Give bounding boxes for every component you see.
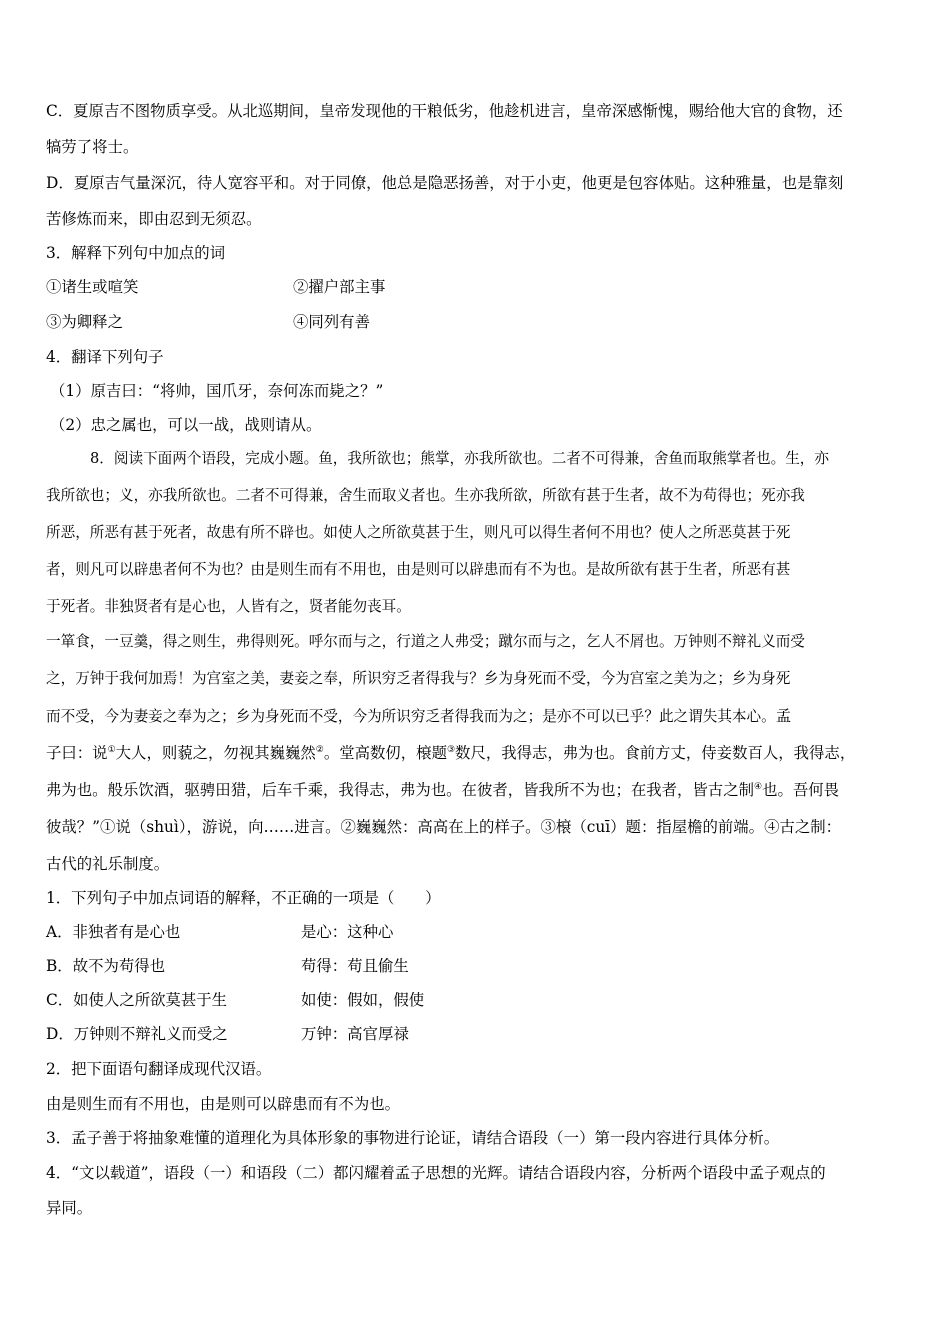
- q7-sub3-item-4: ④同列有善: [293, 313, 370, 331]
- q7-sub3-item-2: ②擢户部主事: [293, 278, 386, 296]
- q8-passage1-line-3: 所恶，所恶有甚于死者，故患有所不辟也。如使人之所欲莫甚于生，则凡可以得生者何不用也？使人之所恶莫甚于死: [46, 524, 791, 541]
- q8-passage1-line-2: 我所欲也；义，亦我所欲也。二者不可得兼，舍生而取义者也。生亦我所欲，所欲有甚于生者，故不为苟得也；死亦我: [46, 487, 805, 504]
- q8-passage2-line-3-text: 而不受，今为妻妾之奉为之；乡为身死而不受，今为所识穷乏者得我而为之；是亦不可以已乎？此之谓失其本心。: [46, 708, 776, 725]
- q8-passage3-line-2-b: 也。吾何畏: [762, 781, 840, 799]
- q8-passage2-line-2: 之，万钟于我何加焉！为宫室之美，妻妾之奉，所识穷乏者得我与？乡为身死而不受，今为宫室之美为之；乡为身死: [46, 670, 791, 687]
- q8-passage3-line-1-d: 数尺，我得志，弗为也。食前方丈，侍妾数百人，我得志，: [455, 744, 856, 762]
- q8-passage3-line-1: [46, 742, 855, 764]
- q7-sub3-row-2: [46, 311, 370, 333]
- q8-passage3-line-1-a: 子曰：说: [46, 744, 108, 762]
- q7-sub3-row-1: [46, 276, 386, 298]
- q8-passage1-line-1: 8．阅读下面两个语段，完成小题。鱼，我所欲也；熊掌，亦我所欲也。二者不可得兼，舍鱼而取熊掌者也。生，亦: [90, 450, 829, 467]
- q7-sub4-title: 4．翻译下列句子: [46, 348, 164, 366]
- q8-passage3-line-1-c: 。堂高数仞，榱题: [323, 744, 447, 762]
- q7-option-d-line-2: 苦修炼而来，即由忍到无须忍。: [46, 210, 262, 228]
- q7-sub3-item-3: ③为卿释之: [46, 313, 123, 331]
- q7-sub4-item-1: （1）原吉曰：“将帅，国爪牙，奈何冻而毙之？”: [50, 382, 384, 400]
- q8-sub1-title: 1．下列句子中加点词语的解释，不正确的一项是（ ）: [46, 889, 441, 907]
- q8-passage2-line-3: [46, 705, 791, 728]
- q8-passage2-line-1: 一箪食，一豆羹，得之则生，弗得则死。呼尔而与之，行道之人弗受；蹴尔而与之，乞人不屑也。万钟则不辩礼义而受: [46, 633, 805, 650]
- q8-sub1-option-c-text: C．如使人之所欲莫甚于生: [46, 991, 228, 1009]
- q8-sub4-text-line-2: 异同。: [46, 1199, 93, 1217]
- q7-option-d-line-1: D．夏原吉气量深沉，待人宽容平和。对于同僚，他总是隐恶扬善，对于小吏，他更是包容体贴。这种雅量，也是靠刻: [46, 174, 844, 192]
- q8-sub1-option-d: [46, 1023, 409, 1045]
- q8-sub2-title: 2．把下面语句翻译成现代汉语。: [46, 1060, 272, 1078]
- q8-passage1-line-5: 于死者。非独贤者有是心也，人皆有之，贤者能勿丧耳。: [46, 598, 411, 615]
- q7-sub3-item-1: ①诸生或喧笑: [46, 278, 139, 296]
- q8-sub1-option-b: [46, 955, 409, 977]
- q8-sub1-option-b-gloss: 苟得：苟且偷生: [301, 957, 409, 975]
- q8-sub1-option-c-gloss: 如使：假如，假使: [301, 991, 425, 1009]
- q8-sub1-option-a-text: A．非独者有是心也: [46, 923, 181, 941]
- q8-passage1-line-4: 者，则凡可以辟患者何不为也？由是则生而有不用也，由是则可以辟患而有不为也。是故所欲有甚于生者，所恶有甚: [46, 561, 791, 578]
- q7-option-c-line-1: C．夏原吉不图物质享受。从北巡期间，皇帝发现他的干粮低劣，他趁机进言，皇帝深感惭愧，赐给他大官的食物，还: [46, 102, 843, 120]
- note-marker-1: ①: [107, 744, 116, 755]
- q8-sub1-option-c: [46, 989, 425, 1011]
- q8-sub3-text: 3．孟子善于将抽象难懂的道理化为具体形象的事物进行论证，请结合语段（一）第一段内容进行具体分析。: [46, 1129, 780, 1147]
- q8-sub1-option-d-text: D．万钟则不辩礼义而受之: [46, 1025, 228, 1043]
- q7-sub3-title: 3．解释下列句中加点的词: [46, 244, 226, 262]
- q7-sub4-item-2: （2）忠之属也，可以一战，战则请从。: [50, 416, 322, 434]
- q8-passage3-line-4: 古代的礼乐制度。: [46, 855, 170, 873]
- q8-sub1-option-a: [46, 921, 394, 943]
- q8-sub1-option-a-gloss: 是心：这种心: [301, 923, 394, 941]
- q8-sub1-option-b-text: B．故不为苟得也: [46, 957, 166, 975]
- q8-passage3-line-2-a: 弗为也。般乐饮酒，驱骋田猎，后车千乘，我得志，弗为也。在彼者，皆我所不为也；在我者，皆古之制: [46, 781, 754, 799]
- q8-passage3-line-1-b: 大人，则藐之，勿视其巍巍然: [115, 744, 316, 762]
- q8-passage3-line-3: 彼哉？”①说（shuì），游说，向……进言。②巍巍然：高高在上的样子。③榱（cuī）题：指屋檐的前端。④古之制：: [46, 818, 842, 836]
- note-marker-3: ③: [446, 744, 456, 755]
- note-marker-4: ④: [753, 781, 763, 792]
- q7-option-c-line-2: 犒劳了将士。: [46, 138, 139, 156]
- q8-sub2-text: 由是则生而有不用也，由是则可以辟患而有不为也。: [46, 1095, 400, 1113]
- note-marker-2: ②: [315, 744, 324, 755]
- q8-sub1-option-d-gloss: 万钟：高官厚禄: [301, 1025, 409, 1043]
- q8-sub4-text-line-1: 4．“文以载道”，语段（一）和语段（二）都闪耀着孟子思想的光辉。请结合语段内容，分析两个语段中孟子观点的: [46, 1164, 826, 1182]
- q8-passage2-line-3-tail: 孟: [775, 707, 792, 725]
- q8-passage3-line-2: [46, 779, 839, 801]
